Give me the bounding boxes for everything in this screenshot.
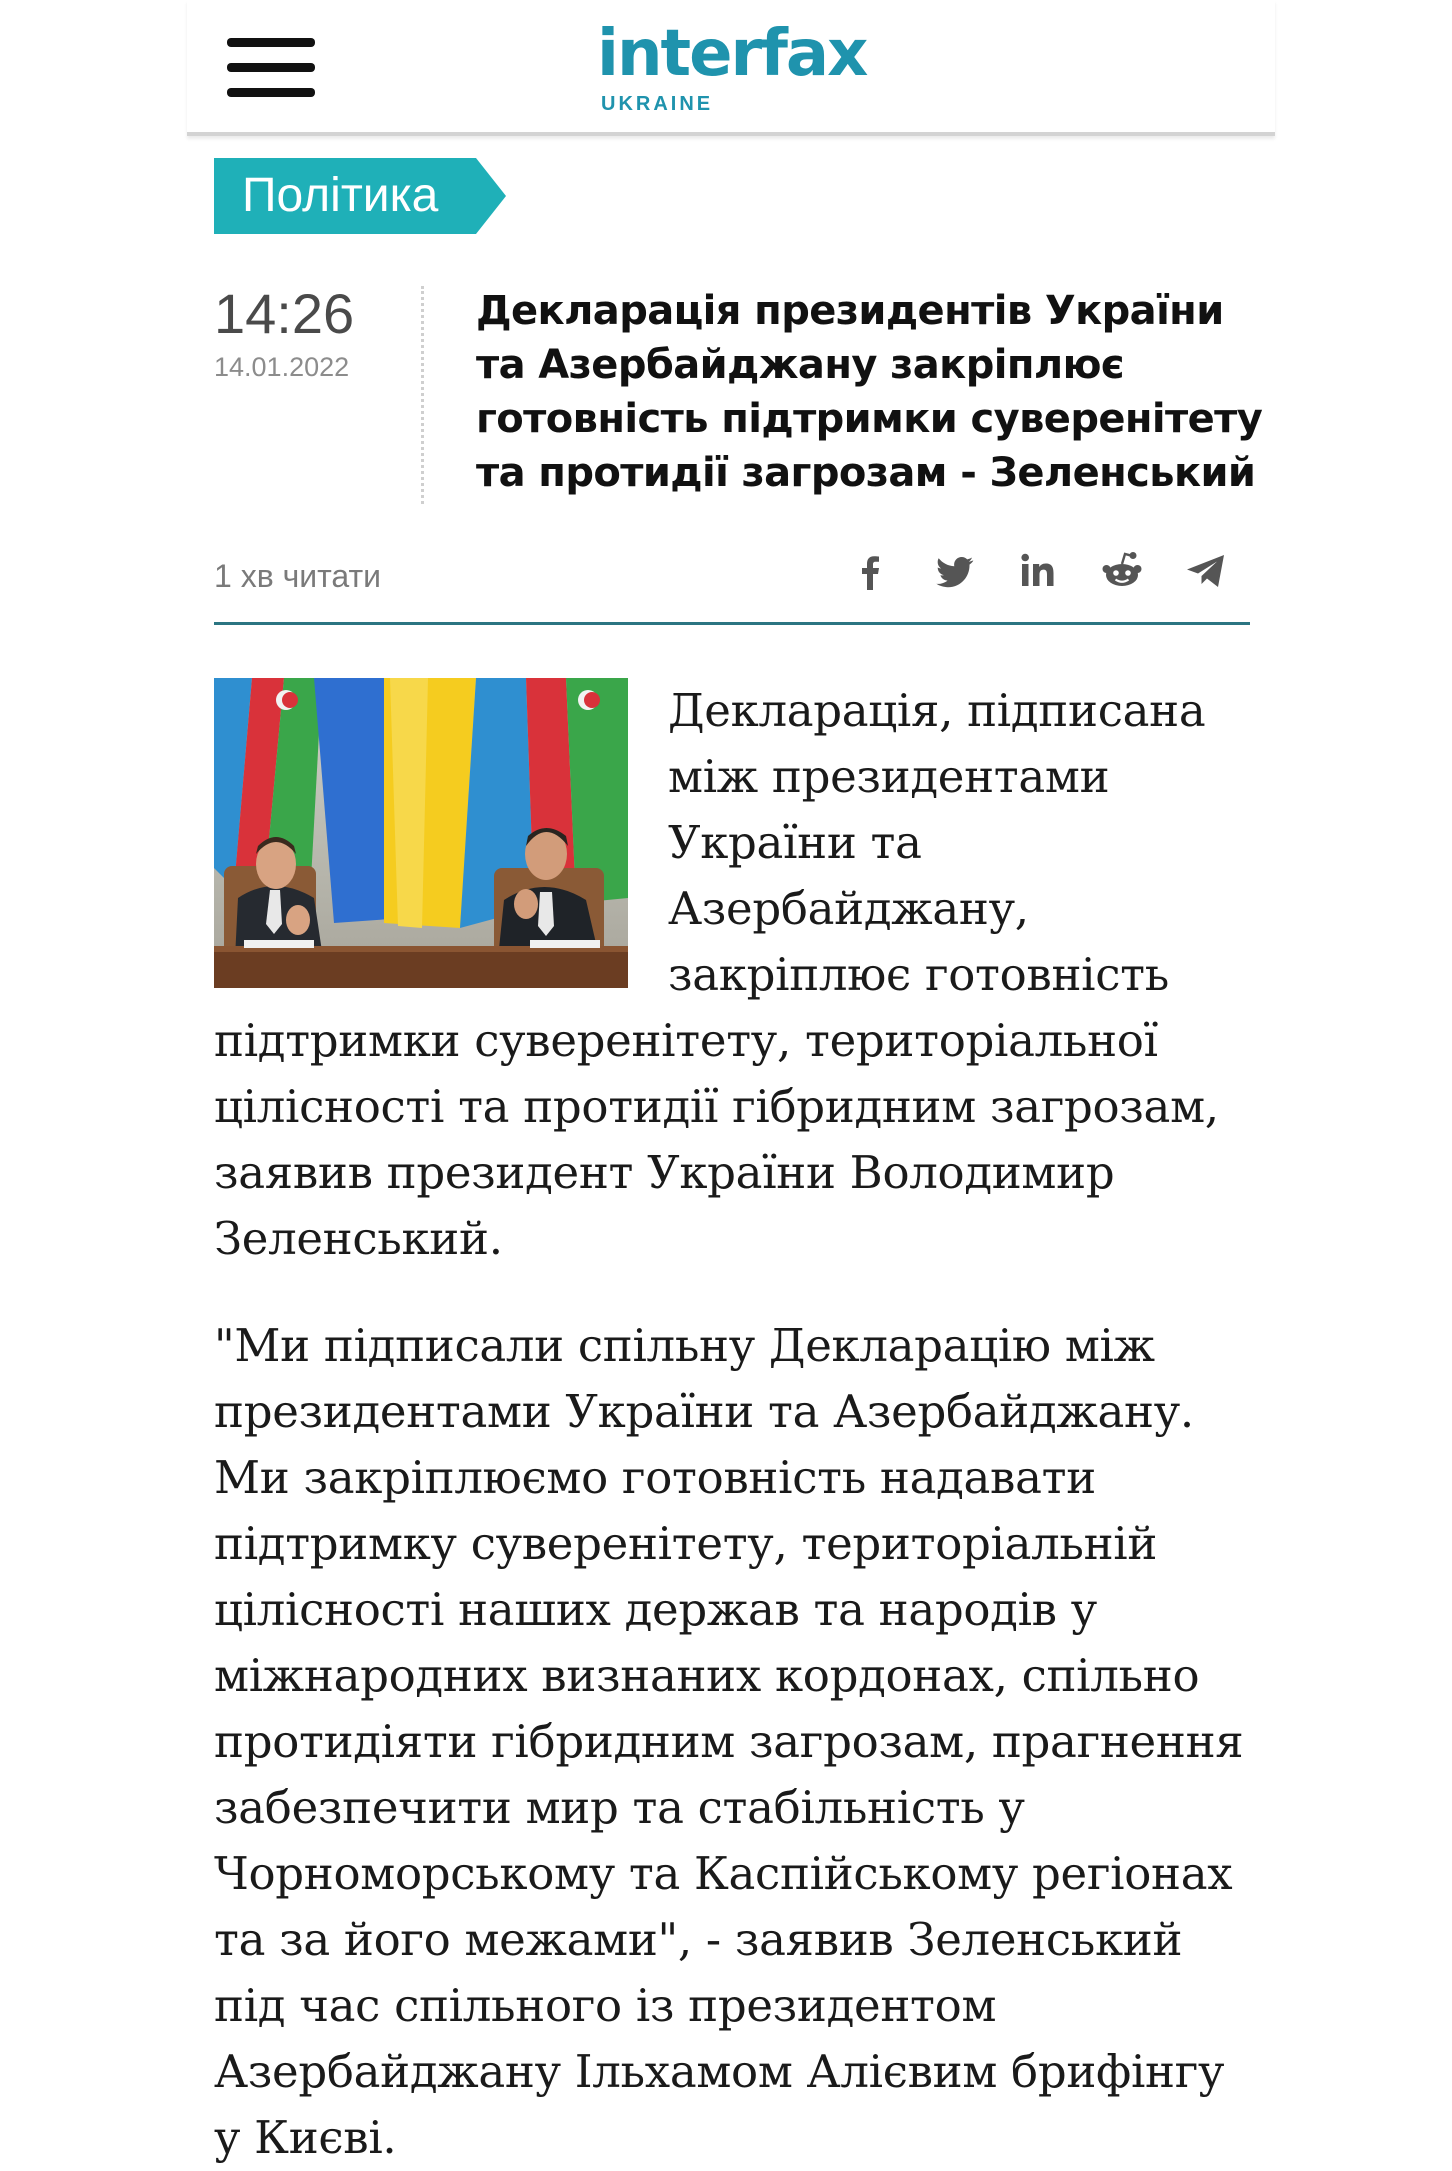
linkedin-icon[interactable] (1013, 546, 1063, 596)
publish-time: 14:26 (214, 282, 355, 345)
lead-paragraph-rest (214, 1008, 1254, 1272)
article-title (476, 284, 1266, 500)
reddit-icon[interactable] (1097, 546, 1147, 596)
text-line: цілісності та протидії гібридним загрозам, (214, 1080, 1219, 1133)
text-line: Зеленський. (214, 1212, 503, 1265)
text-line: Азербайджану, (668, 882, 1029, 935)
logo-subtitle: UKRAINE (601, 93, 714, 115)
menu-bar (227, 88, 315, 97)
text-line: Азербайджану Ільхамом Алієвим брифінгу (214, 2045, 1225, 2098)
menu-bar (227, 38, 315, 47)
title-line: Декларація президентів України (476, 288, 1224, 334)
text-line: підтримки суверенітету, територіальної (214, 1014, 1158, 1067)
lead-paragraph-float (668, 678, 1268, 1008)
text-line: "Ми підписали спільну Декларацію між (214, 1319, 1155, 1372)
twitter-icon[interactable] (929, 546, 979, 596)
site-header (187, 0, 1275, 136)
text-line: України та (668, 816, 922, 869)
publish-date: 14.01.2022 (214, 352, 350, 382)
title-line: та Азербайджану закріплює (476, 342, 1125, 388)
text-line: протидіяти гібридним загрозам, прагнення (214, 1715, 1244, 1768)
presidents-photo (214, 678, 628, 988)
text-line: підтримку суверенітету, територіальній (214, 1517, 1158, 1570)
facebook-icon[interactable] (845, 546, 895, 596)
interfax-logo[interactable] (597, 10, 887, 120)
text-line: заявив президент України Володимир (214, 1146, 1115, 1199)
title-line: та протидії загрозам - Зеленський (476, 450, 1256, 496)
category-tag[interactable] (214, 158, 506, 234)
text-line: закріплює готовність (668, 948, 1169, 1001)
article-photo[interactable] (214, 678, 628, 988)
text-line: та за його межами", - заявив Зеленський (214, 1913, 1183, 1966)
text-line: Ми закріплюємо готовність надавати (214, 1451, 1096, 1504)
telegram-icon[interactable] (1181, 546, 1231, 596)
text-line: президентами України та Азербайджану. (214, 1385, 1194, 1438)
read-time: 1 хв читати (214, 558, 382, 594)
timestamp (214, 282, 414, 382)
vertical-divider (421, 286, 424, 504)
text-line: забезпечити мир та стабільність у (214, 1781, 1025, 1834)
text-line: у Києві. (214, 2111, 397, 2164)
menu-bar (227, 63, 315, 72)
logo-wordmark: interfax (597, 17, 867, 91)
text-line: під час спільного із президентом (214, 1979, 997, 2032)
hamburger-menu-icon[interactable] (227, 36, 315, 100)
text-line: міжнародних визнаних кордонах, спільно (214, 1649, 1200, 1702)
category-label: Політика (242, 169, 439, 222)
text-line: між президентами (668, 750, 1110, 803)
text-line: Декларація, підписана (668, 684, 1206, 737)
text-line: Чорноморському та Каспійському регіонах (214, 1847, 1233, 1900)
text-line: цілісності наших держав та народів у (214, 1583, 1097, 1636)
quote-paragraph (214, 1313, 1259, 2171)
header-separator (214, 622, 1250, 625)
title-line: готовність підтримки суверенітету (476, 396, 1263, 442)
